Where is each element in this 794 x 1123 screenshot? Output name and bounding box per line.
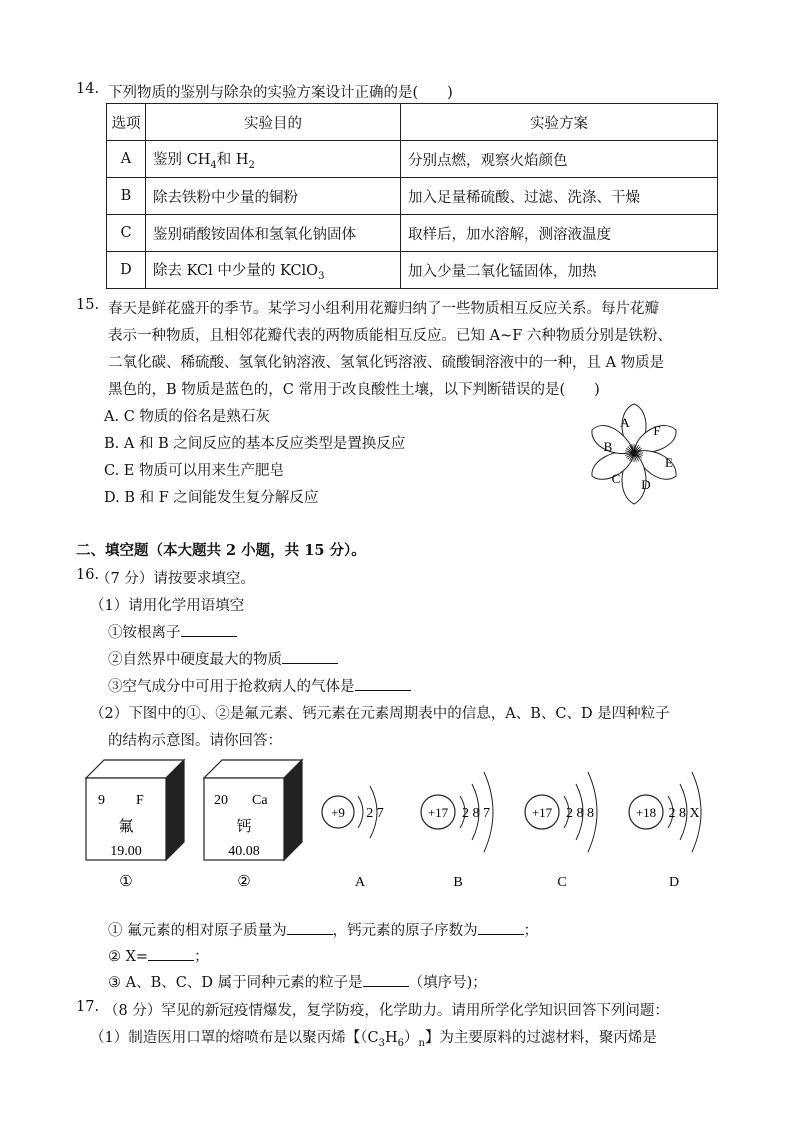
q16-part-2-cont: 的结构示意图。请你回答： — [108, 733, 282, 749]
q15-line-4: 黑色的，B 物质是蓝色的，C 常用于改良酸性土壤，以下判断错误的是( ) — [108, 382, 600, 398]
atom-diagram-d — [629, 772, 701, 890]
row-purpose: 鉴别硝酸铵固体和氢氧化钠固体 — [146, 215, 401, 252]
q17-stem: （8 分）罕见的新冠疫情爆发，复学防疫，化学助力。请用所学化学知识回答下列问题： — [104, 1003, 669, 1019]
q16-answer-1: ① 氟元素的相对原子质量为 ，钙元素的原子序数为 ； — [108, 919, 538, 940]
nucleus-charge: +17 — [531, 805, 553, 820]
q15-number: 15. — [76, 297, 100, 313]
answer-blank[interactable] — [181, 622, 237, 637]
periodic-cell-calcium — [204, 760, 302, 890]
element-figure — [80, 758, 720, 898]
electron-shells: 2 8 8 — [566, 806, 594, 821]
petal-label: C — [611, 471, 621, 486]
figure-label: ① — [119, 874, 133, 890]
petal-label: F — [653, 423, 661, 438]
electron-shells: 2 8 7 — [462, 806, 490, 821]
q16-number: 16. — [76, 567, 100, 583]
q16-item-2: ②自然界中硬度最大的物质 — [108, 648, 338, 669]
table-row — [107, 252, 718, 289]
figure-label: D — [668, 875, 680, 890]
q15-option-b: B. A 和 B 之间反应的基本反应类型是置换反应 — [104, 436, 406, 452]
element-name: 钙 — [236, 819, 252, 835]
electron-shells: 2 7 — [366, 806, 384, 821]
flower-diagram — [580, 400, 690, 508]
q14-stem: 下列物质的鉴别与除杂的实验方案设计正确的是( ) — [108, 85, 453, 101]
row-plan: 加入少量二氧化锰固体，加热 — [401, 252, 718, 289]
answer-blank[interactable] — [287, 920, 333, 935]
q15-line-2: 表示一种物质，且相邻花瓣代表的两物质能相互反应。已知 A~F 六种物质分别是铁粉、 — [108, 328, 672, 344]
petal-label: D — [641, 477, 651, 492]
answer-blank[interactable] — [282, 649, 338, 664]
figure-label: A — [354, 875, 366, 890]
element-symbol: F — [136, 793, 144, 808]
answer-blank[interactable] — [478, 920, 524, 935]
element-symbol: Ca — [252, 793, 268, 808]
atomic-number: 9 — [98, 793, 105, 808]
q14-number: 14. — [76, 81, 100, 97]
row-plan: 分别点燃，观察火焰颜色 — [401, 141, 718, 178]
header-purpose: 实验目的 — [146, 104, 401, 141]
q15-option-c: C. E 物质可以用来生产肥皂 — [104, 463, 284, 479]
figure-label: C — [557, 875, 567, 890]
electron-shells: 2 8 X — [668, 806, 700, 821]
answer-blank[interactable] — [148, 946, 194, 961]
q15-line-1: 春天是鲜花盛开的季节。某学习小组利用花瓣归纳了一些物质相互反应关系。每片花瓣 — [108, 301, 659, 317]
row-purpose: 除去 KCl 中少量的 KClO$_3$ — [146, 252, 401, 289]
q16-answer-3: ③ A、B、C、D 属于同种元素的粒子是 （填序号)； — [108, 971, 487, 992]
row-plan: 加入足量稀硫酸、过滤、洗涤、干燥 — [401, 178, 718, 215]
table-row — [107, 178, 718, 215]
table-row — [107, 215, 718, 252]
petal-label: B — [603, 439, 613, 454]
answer-blank[interactable] — [363, 972, 409, 987]
atom-diagram-b — [421, 772, 493, 890]
petal-label: E — [665, 455, 673, 470]
nucleus-charge: +18 — [635, 805, 657, 820]
row-purpose: 鉴别 $CH_4$和 $H_2$ — [146, 141, 401, 178]
atomic-mass: 19.00 — [110, 844, 142, 859]
header-plan: 实验方案 — [401, 104, 718, 141]
row-option: C — [107, 215, 146, 252]
atom-diagram-c — [525, 772, 597, 890]
q15-option-a: A. C 物质的俗名是熟石灰 — [104, 409, 270, 425]
row-purpose: 除去铁粉中少量的铜粉 — [146, 178, 401, 215]
header-option: 选项 — [107, 104, 146, 141]
nucleus-charge: +17 — [427, 805, 449, 820]
answer-blank[interactable] — [355, 676, 411, 691]
q17-part-1: （1）制造医用口罩的熔喷布是以聚丙烯【$(C_3H_6)_n$】为主要原料的过滤材料，聚丙烯是 — [90, 1030, 657, 1049]
row-option: D — [107, 252, 146, 289]
atomic-number: 20 — [214, 793, 228, 808]
atom-diagram-a — [322, 786, 384, 890]
q16-stem: （7 分）请按要求填空。 — [96, 571, 255, 587]
q17-number: 17. — [76, 999, 100, 1015]
q16-part-1: （1）请用化学用语填空 — [90, 598, 245, 614]
q16-item-1: ①铵根离子 — [108, 621, 237, 642]
figure-label: B — [453, 875, 463, 890]
petal-label: A — [620, 415, 630, 430]
row-option: A — [107, 141, 146, 178]
row-plan: 取样后，加水溶解，测溶液温度 — [401, 215, 718, 252]
row-option: B — [107, 178, 146, 215]
q14-options-table — [106, 103, 718, 289]
atomic-mass: 40.08 — [228, 844, 260, 859]
figure-label: ② — [237, 874, 251, 890]
element-name: 氟 — [118, 819, 134, 835]
q15-line-3: 二氧化碳、稀硫酸、氢氧化钠溶液、氢氧化钙溶液、硫酸铜溶液中的一种，且 A 物质是 — [108, 355, 665, 371]
q16-item-3: ③空气成分中可用于抢救病人的气体是 — [108, 675, 411, 696]
table-header-row — [107, 104, 718, 141]
section-2-title: 二、填空题（本大题共 2 小题，共 15 分）。 — [76, 542, 366, 559]
nucleus-charge: +9 — [331, 805, 345, 820]
q15-option-d: D. B 和 F 之间能发生复分解反应 — [104, 490, 319, 506]
periodic-cell-fluorine — [86, 760, 184, 890]
q16-answer-2: ② X= ； — [108, 945, 209, 966]
q16-part-2: （2）下图中的①、②是氟元素、钙元素在元素周期表中的信息，A、B、C、D 是四种粒子 — [90, 706, 670, 722]
table-row — [107, 141, 718, 178]
